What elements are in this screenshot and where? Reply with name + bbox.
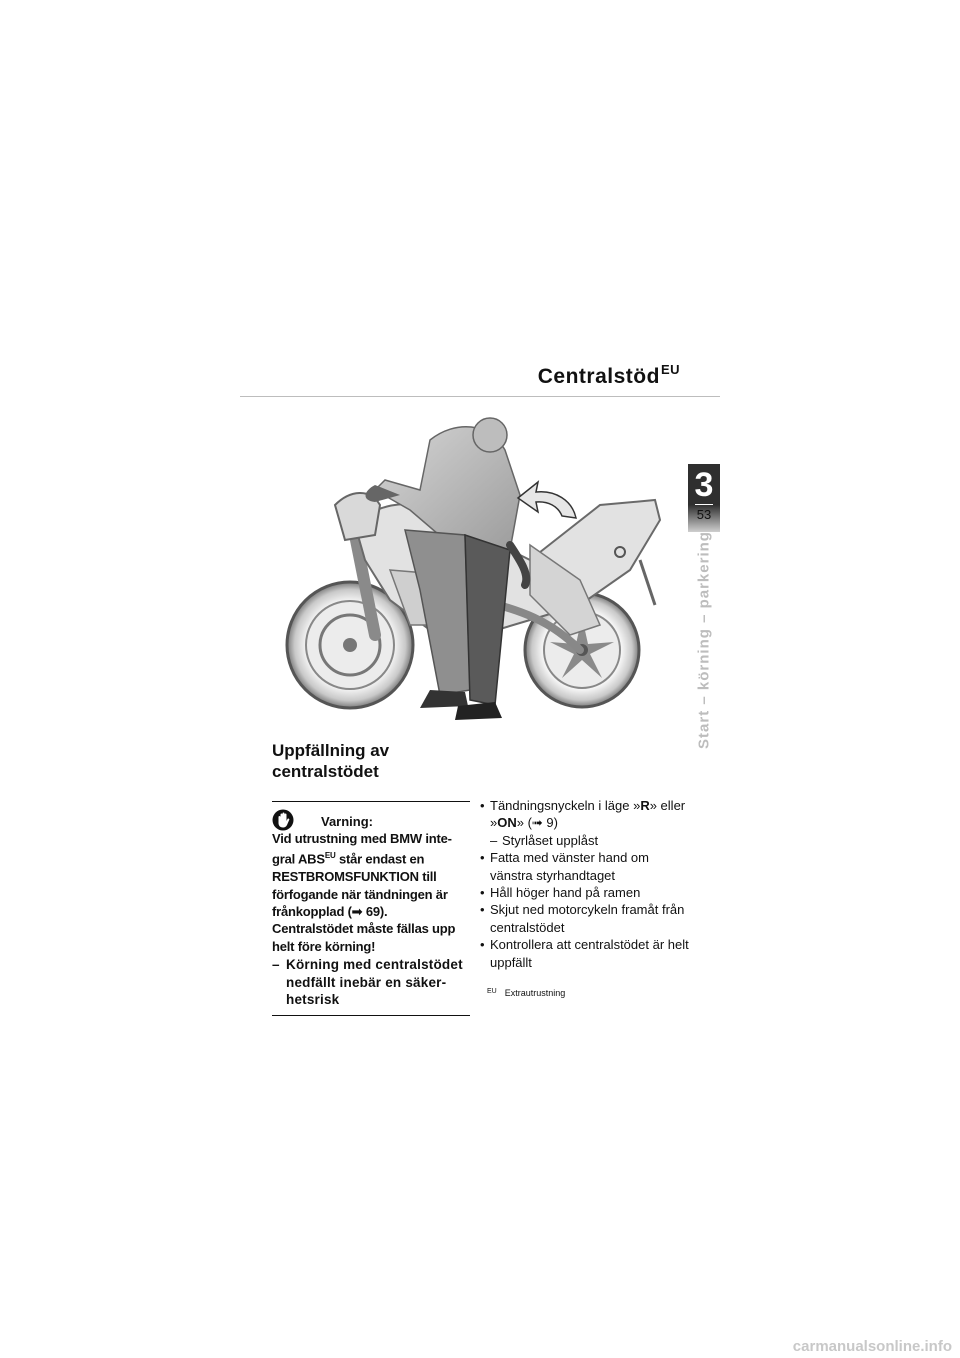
- motorcycle-centerstand-illustration: [280, 410, 680, 730]
- chapter-number: 3: [694, 466, 714, 504]
- list-subitem: – Styrlåset upplåst: [490, 832, 599, 848]
- warning-box: [272, 801, 470, 1016]
- chapter-divider: [695, 504, 713, 505]
- page-number: 53: [696, 507, 712, 522]
- warning-label: Varning:: [321, 814, 374, 829]
- procedure-steps: [480, 797, 690, 971]
- list-item: • Kontrollera att centralstödet är helt uppfällt: [480, 937, 689, 970]
- list-item: • Håll höger hand på ramen: [480, 885, 641, 901]
- chapter-tab: [688, 464, 720, 532]
- footnote: $^{EU}$ Extrautrustning: [487, 988, 566, 998]
- list-item: • Fatta med vänster hand om vänstra styrhandtaget: [480, 850, 649, 883]
- stop-hand-icon: [272, 809, 294, 831]
- page-title: Centralstöd$^{EU}$: [537, 362, 680, 388]
- title-superscript: EU: [660, 362, 680, 377]
- section-heading: Uppfällning av centralstödet: [272, 741, 390, 781]
- lift-direction-arrow: [518, 482, 576, 518]
- list-item: • Skjut ned motorcykeln framåt från centralstödet: [480, 902, 685, 935]
- title-rule: [240, 396, 720, 397]
- warning-dash-item: – Körning med centralstödet nedfällt inebär en säker-hetsrisk: [272, 957, 463, 1007]
- chapter-side-title: Start – körning – parkering: [695, 531, 713, 749]
- watermark: carmanualsonline.info: [792, 1338, 952, 1355]
- warning-text: Vid utrustning med BMW inte-gral $ABS^{EU}$ står endast en RESTBROMSFUNKTION till förfogande när tändningen är frånkopplad (➟ 69). Centralstödet måste fällas upp helt före körning! – Körning med centralstödet nedfällt inebär en säker-hetsrisk: [272, 830, 470, 1008]
- list-item: • Tändningsnyckeln i läge »R» eller »ON» (➟ 9): [480, 798, 686, 831]
